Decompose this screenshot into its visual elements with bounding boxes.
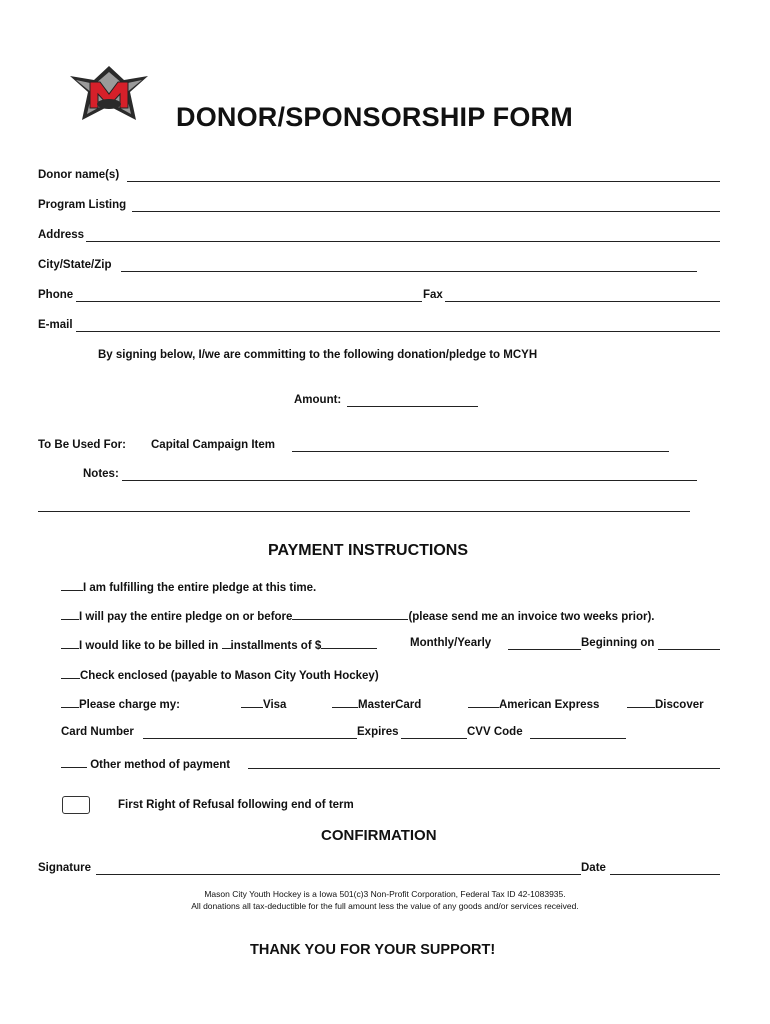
city-state-zip-label: City/State/Zip [38, 259, 112, 271]
date-field[interactable] [610, 874, 720, 875]
fax-field[interactable] [445, 301, 720, 302]
installments-count-field[interactable] [222, 637, 231, 649]
email-label: E-mail [38, 319, 73, 331]
commitment-statement: By signing below, I/we are committing to the following donation/pledge to MCYH [98, 349, 538, 361]
entire-pledge-check[interactable] [61, 579, 83, 591]
signature-field[interactable] [96, 874, 581, 875]
installments-amount-field[interactable] [321, 637, 377, 649]
cvv-label: CVV Code [467, 726, 523, 738]
visa-option[interactable] [241, 696, 286, 711]
discover-check[interactable] [627, 696, 655, 708]
expires-label: Expires [357, 726, 399, 738]
monthly-yearly-field[interactable] [508, 649, 581, 650]
pay-before-text: I will pay the entire pledge on or before [79, 611, 293, 623]
phone-label: Phone [38, 289, 74, 301]
phone-field[interactable] [76, 301, 422, 302]
entire-pledge-option[interactable] [61, 579, 316, 594]
city-state-zip-field[interactable] [121, 271, 697, 272]
address-field[interactable] [86, 241, 720, 242]
check-enclosed-text: Check enclosed (payable to Mason City Youth Hockey) [80, 670, 379, 682]
payment-heading: PAYMENT INSTRUCTIONS [268, 542, 469, 559]
date-label: Date [581, 862, 606, 874]
mastercard-option[interactable] [332, 696, 421, 711]
cvv-field[interactable] [530, 738, 626, 739]
installments-option[interactable] [61, 637, 377, 652]
pay-before-check[interactable] [61, 608, 79, 620]
amount-field[interactable] [347, 406, 478, 407]
donor-name-label: Donor name(s) [38, 169, 120, 181]
installments-text-a: I would like to be billed in [79, 640, 219, 652]
entire-pledge-text: I am fulfilling the entire pledge at this time. [83, 582, 317, 594]
to-be-used-for-label: To Be Used For: [38, 439, 126, 451]
discover-text: Discover [655, 699, 704, 711]
beginning-on-field[interactable] [658, 649, 720, 650]
monthly-yearly-label: Monthly/Yearly [410, 637, 492, 649]
donor-name-field[interactable] [127, 181, 720, 182]
capital-campaign-label: Capital Campaign Item [151, 439, 275, 451]
program-listing-label: Program Listing [38, 199, 127, 211]
pay-before-date-field[interactable] [292, 608, 408, 620]
other-method-option[interactable] [61, 756, 230, 771]
organization-logo [66, 62, 152, 126]
installments-text-b: installments of $ [230, 640, 322, 652]
card-number-field[interactable] [143, 738, 357, 739]
other-method-text: Other method of payment [90, 759, 231, 771]
pay-before-option[interactable] [61, 608, 655, 623]
form-title: DONOR/SPONSORSHIP FORM [176, 102, 573, 132]
check-enclosed-check[interactable] [61, 667, 80, 679]
other-method-field[interactable] [248, 768, 720, 769]
please-charge-option[interactable] [61, 696, 180, 711]
program-listing-field[interactable] [132, 211, 720, 212]
tax-deductible-note: All donations all tax-deductible for the full amount less the value of any goods and/or services received. [191, 901, 579, 911]
visa-check[interactable] [241, 696, 263, 708]
amount-label: Amount: [294, 394, 342, 406]
visa-text: Visa [263, 699, 287, 711]
please-charge-check[interactable] [61, 696, 79, 708]
confirmation-heading: CONFIRMATION [321, 827, 437, 844]
email-field[interactable] [76, 331, 720, 332]
first-right-checkbox[interactable] [62, 796, 90, 814]
please-charge-text: Please charge my: [79, 699, 181, 711]
beginning-on-label: Beginning on [581, 637, 655, 649]
mastercard-check[interactable] [332, 696, 358, 708]
invoice-note: (please send me an invoice two weeks prior). [408, 611, 655, 623]
check-enclosed-option[interactable] [61, 667, 379, 682]
tax-id-note: Mason City Youth Hockey is a Iowa 501(c)3 Non-Profit Corporation, Federal Tax ID 42-1083935. [204, 889, 566, 899]
notes-field[interactable] [122, 480, 697, 481]
first-right-label: First Right of Refusal following end of term [118, 799, 354, 811]
address-label: Address [38, 229, 85, 241]
expires-field[interactable] [401, 738, 467, 739]
fax-label: Fax [423, 289, 443, 301]
signature-label: Signature [38, 862, 92, 874]
amex-check[interactable] [468, 696, 499, 708]
capital-campaign-field[interactable] [292, 451, 669, 452]
other-method-check[interactable] [61, 756, 87, 768]
card-number-label: Card Number [61, 726, 134, 738]
mastercard-text: MasterCard [358, 699, 422, 711]
thank-you-message: THANK YOU FOR YOUR SUPPORT! [250, 942, 496, 958]
notes-field-line2[interactable] [38, 511, 690, 512]
amex-text: American Express [499, 699, 600, 711]
notes-label: Notes: [83, 468, 119, 480]
installments-check[interactable] [61, 637, 79, 649]
amex-option[interactable] [468, 696, 599, 711]
discover-option[interactable] [627, 696, 704, 711]
